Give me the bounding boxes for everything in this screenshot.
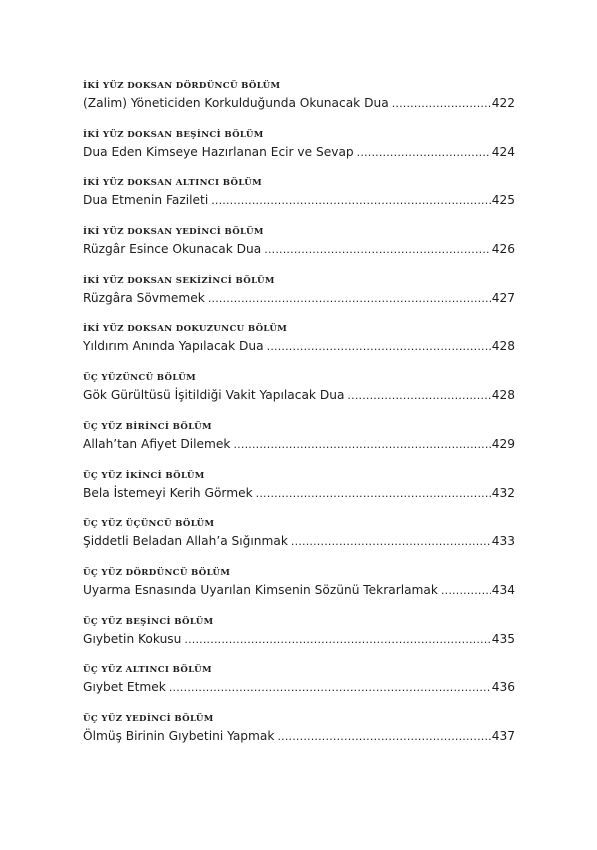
toc-line[interactable] bbox=[83, 727, 515, 747]
toc-line[interactable] bbox=[83, 94, 515, 114]
chapter-heading: İKİ YÜZ DOKSAN DOKUZUNCU BÖLÜM bbox=[83, 324, 288, 335]
table-of-contents bbox=[83, 79, 515, 761]
chapter-title: Gıybetin Kokusu bbox=[83, 631, 182, 646]
dot-leader bbox=[264, 241, 490, 259]
toc-line[interactable] bbox=[83, 337, 515, 357]
chapter-title: (Zalim) Yöneticiden Korkulduğunda Okunacak Dua bbox=[83, 96, 389, 110]
toc-line[interactable] bbox=[83, 630, 515, 650]
toc-line[interactable] bbox=[83, 191, 515, 211]
toc-line[interactable] bbox=[83, 289, 515, 309]
toc-line[interactable] bbox=[83, 532, 515, 552]
toc-entry bbox=[83, 469, 515, 518]
chapter-heading: ÜÇ YÜZÜNCÜ BÖLÜM bbox=[83, 373, 196, 384]
toc-entry bbox=[83, 322, 515, 371]
page-number: 434 bbox=[491, 582, 515, 597]
chapter-title: Gök Gürültüsü İşitildiği Vakit Yapılacak Dua bbox=[83, 388, 345, 403]
chapter-heading: ÜÇ YÜZ ÜÇÜNCÜ BÖLÜM bbox=[83, 519, 215, 530]
toc-line[interactable] bbox=[83, 678, 515, 698]
dot-leader bbox=[211, 192, 491, 210]
toc-line[interactable] bbox=[83, 386, 515, 406]
chapter-heading: İKİ YÜZ DOKSAN DÖRDÜNCÜ BÖLÜM bbox=[83, 81, 281, 91]
chapter-title: Rüzgâr Esince Okunacak Dua bbox=[83, 242, 262, 257]
chapter-heading: ÜÇ YÜZ BİRİNCİ BÖLÜM bbox=[83, 421, 212, 432]
toc-entry bbox=[83, 128, 515, 177]
toc-entry bbox=[83, 663, 515, 712]
chapter-title: Ölmüş Birinin Gıybetini Yapmak bbox=[83, 728, 275, 743]
toc-line[interactable] bbox=[83, 484, 515, 504]
dot-leader bbox=[291, 533, 491, 551]
chapter-title: Şiddetli Beladan Allah’a Sığınmak bbox=[83, 534, 288, 549]
dot-leader bbox=[184, 631, 490, 649]
page-number: 425 bbox=[491, 193, 515, 208]
toc-entry bbox=[83, 615, 515, 664]
toc-line[interactable] bbox=[83, 240, 515, 260]
toc-entry bbox=[83, 79, 515, 128]
toc-line[interactable] bbox=[83, 143, 515, 163]
page-number: 435 bbox=[491, 631, 515, 646]
chapter-heading: ÜÇ YÜZ İKİNCİ BÖLÜM bbox=[83, 470, 205, 481]
chapter-heading: ÜÇ YÜZ BEŞİNCİ BÖLÜM bbox=[83, 616, 214, 627]
page-number: 428 bbox=[491, 339, 515, 354]
dot-leader bbox=[169, 679, 491, 697]
page-number: 437 bbox=[491, 728, 515, 743]
dot-leader bbox=[357, 144, 491, 162]
chapter-heading: İKİ YÜZ DOKSAN SEKİZİNCİ BÖLÜM bbox=[83, 275, 275, 286]
page-number: 422 bbox=[491, 96, 515, 110]
chapter-heading: İKİ YÜZ DOKSAN YEDİNCİ BÖLÜM bbox=[83, 227, 264, 238]
chapter-heading: ÜÇ YÜZ YEDİNCİ BÖLÜM bbox=[83, 713, 214, 724]
page-number: 432 bbox=[491, 485, 515, 500]
toc-entry bbox=[83, 566, 515, 615]
page-number: 427 bbox=[491, 290, 515, 305]
dot-leader bbox=[267, 338, 491, 356]
page-number: 428 bbox=[491, 388, 515, 403]
toc-entry bbox=[83, 371, 515, 420]
chapter-title: Dua Etmenin Fazileti bbox=[83, 193, 209, 208]
chapter-title: Uyarma Esnasında Uyarılan Kimsenin Sözünü Tekrarlamak bbox=[83, 582, 438, 597]
chapter-title: Gıybet Etmek bbox=[83, 680, 166, 695]
page-number: 426 bbox=[491, 242, 515, 257]
chapter-title: Bela İstemeyi Kerih Görmek bbox=[83, 485, 253, 500]
toc-entry bbox=[83, 274, 515, 323]
dot-leader bbox=[208, 290, 491, 308]
dot-leader bbox=[233, 436, 490, 454]
chapter-title: Yıldırım Anında Yapılacak Dua bbox=[83, 339, 264, 354]
chapter-heading: ÜÇ YÜZ DÖRDÜNCÜ BÖLÜM bbox=[83, 567, 231, 578]
chapter-heading: İKİ YÜZ DOKSAN BEŞİNCİ BÖLÜM bbox=[83, 129, 264, 140]
toc-line[interactable] bbox=[83, 581, 515, 601]
chapter-heading: ÜÇ YÜZ ALTINCI BÖLÜM bbox=[83, 665, 212, 676]
chapter-title: Allah’tan Afiyet Dilemek bbox=[83, 436, 231, 451]
toc-entry bbox=[83, 517, 515, 566]
chapter-title: Rüzgâra Sövmemek bbox=[83, 290, 205, 305]
page-number: 429 bbox=[491, 436, 515, 451]
toc-entry bbox=[83, 420, 515, 469]
dot-leader bbox=[347, 387, 490, 405]
toc-entry bbox=[83, 225, 515, 274]
dot-leader bbox=[277, 728, 490, 746]
toc-line[interactable] bbox=[83, 435, 515, 455]
toc-entry bbox=[83, 712, 515, 761]
page-number: 433 bbox=[491, 534, 515, 549]
page-number: 424 bbox=[491, 144, 515, 159]
toc-entry bbox=[83, 176, 515, 225]
chapter-title: Dua Eden Kimseye Hazırlanan Ecir ve Sevap bbox=[83, 144, 354, 159]
dot-leader bbox=[256, 485, 491, 503]
chapter-heading: İKİ YÜZ DOKSAN ALTINCI BÖLÜM bbox=[83, 178, 262, 189]
page-number: 436 bbox=[491, 680, 515, 695]
dot-leader bbox=[441, 582, 491, 600]
dot-leader bbox=[392, 95, 491, 113]
